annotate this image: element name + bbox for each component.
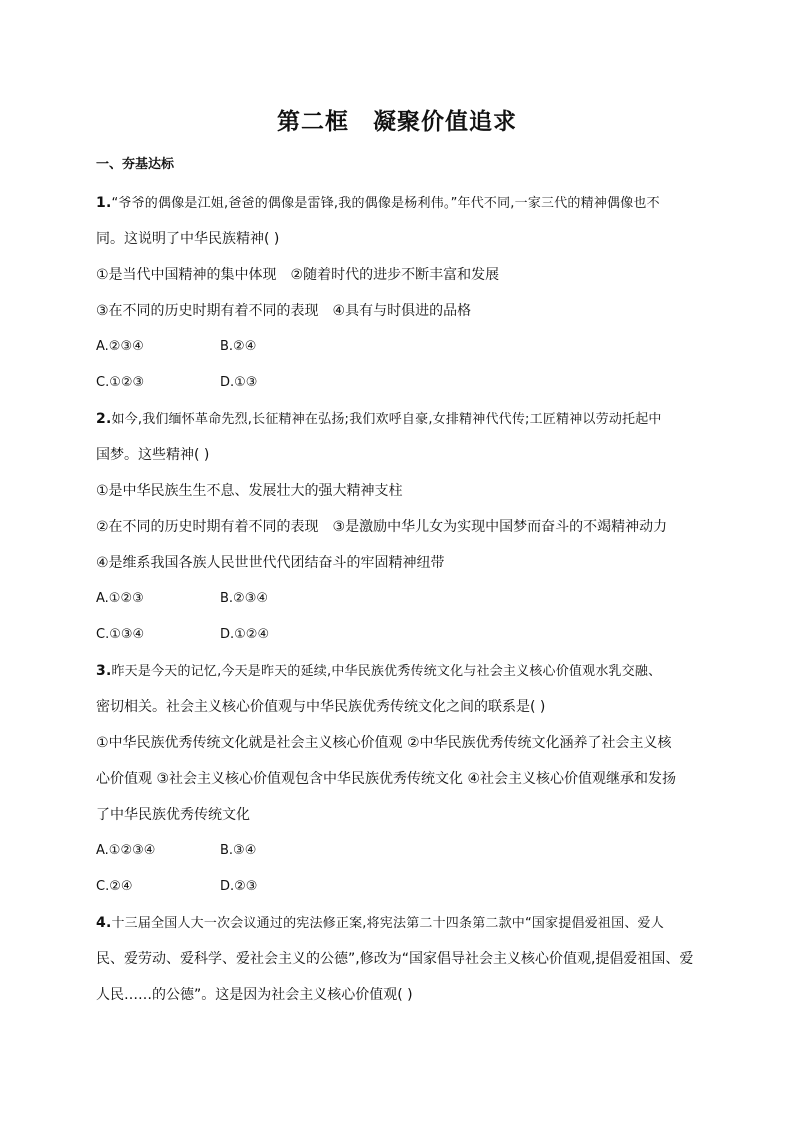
options-row — [96, 869, 698, 905]
question-stem-text: 昨天是今天的记忆,今天是昨天的延续,中华民族优秀传统文化与社会主义核心价值观水乳交融、 — [111, 664, 662, 679]
question-stem-text: “爷爷的偶像是江姐,爸爸的偶像是雷锋,我的偶像是杨利伟。”年代不同,一家三代的精神偶像也不 — [111, 196, 660, 211]
statement-line: ④是维系我国各族人民世世代代团结奋斗的牢固精神纽带 — [96, 555, 445, 571]
statement-line: 了中华民族优秀传统文化 — [96, 807, 250, 823]
section-heading: 一、夯基达标 — [96, 157, 175, 172]
options-row — [96, 365, 698, 401]
question-number: 2. — [96, 411, 112, 427]
question-stem-line — [96, 653, 698, 689]
question-stem-line — [96, 185, 698, 221]
question-stem-line: 人民……的公德”。这是因为社会主义核心价值观( ) — [96, 987, 413, 1003]
question-stem-line: 民、爱劳动、爱科学、爱社会主义的公德”,修改为“国家倡导社会主义核心价值观,提倡爱祖国、爱 — [96, 951, 694, 967]
statement-line: 心价值观 ③社会主义核心价值观包含中华民族优秀传统文化 ④社会主义核心价值观继承和发扬 — [96, 771, 676, 787]
question-2 — [96, 401, 698, 653]
question-number: 4. — [96, 915, 112, 931]
options-row — [96, 617, 698, 653]
question-stem-text: 十三届全国人大一次会议通过的宪法修正案,将宪法第二十四条第二款中“国家提倡爱祖国、爱人 — [111, 916, 664, 931]
question-stem-text: 如今,我们缅怀革命先烈,长征精神在弘扬;我们欢呼自豪,女排精神代代传;工匠精神以劳动托起中 — [111, 412, 662, 427]
statement-line: ③在不同的历史时期有着不同的表现 ④具有与时俱进的品格 — [96, 303, 472, 319]
question-stem-line: 同。这说明了中华民族精神( ) — [96, 231, 280, 247]
option-d: D.①②④ — [220, 627, 270, 642]
options-row — [96, 833, 698, 869]
option-c: C.①②③ — [96, 375, 145, 390]
question-number: 1. — [96, 195, 112, 211]
option-b: B.②③④ — [220, 591, 269, 606]
options-row — [96, 581, 698, 617]
page-title: 第二框 凝聚价值追求 — [277, 108, 517, 135]
question-1 — [96, 185, 698, 401]
statement-line: ②在不同的历史时期有着不同的表现 ③是激励中华儿女为实现中国梦而奋斗的不竭精神动力 — [96, 519, 668, 535]
option-a: A.①②③ — [96, 591, 144, 606]
option-c: C.①③④ — [96, 627, 145, 642]
statement-line: ①中华民族优秀传统文化就是社会主义核心价值观 ②中华民族优秀传统文化涵养了社会主义核 — [96, 735, 672, 751]
question-number: 3. — [96, 663, 112, 679]
question-list — [96, 185, 698, 1013]
question-stem-line — [96, 905, 698, 941]
question-4 — [96, 905, 698, 1013]
statement-line: ①是中华民族生生不息、发展壮大的强大精神支柱 — [96, 483, 403, 499]
statement-line: ①是当代中国精神的集中体现 ②随着时代的进步不断丰富和发展 — [96, 267, 500, 283]
option-b: B.③④ — [220, 843, 257, 858]
options-row — [96, 329, 698, 365]
option-a: A.②③④ — [96, 339, 144, 354]
question-stem-line: 国梦。这些精神( ) — [96, 447, 210, 463]
question-3 — [96, 653, 698, 905]
question-stem-line — [96, 401, 698, 437]
option-b: B.②④ — [220, 339, 257, 354]
question-stem-line: 密切相关。社会主义核心价值观与中华民族优秀传统文化之间的联系是( ) — [96, 699, 546, 715]
option-a: A.①②③④ — [96, 843, 156, 858]
option-d: D.①③ — [220, 375, 258, 390]
option-d: D.②③ — [220, 879, 258, 894]
option-c: C.②④ — [96, 879, 133, 894]
